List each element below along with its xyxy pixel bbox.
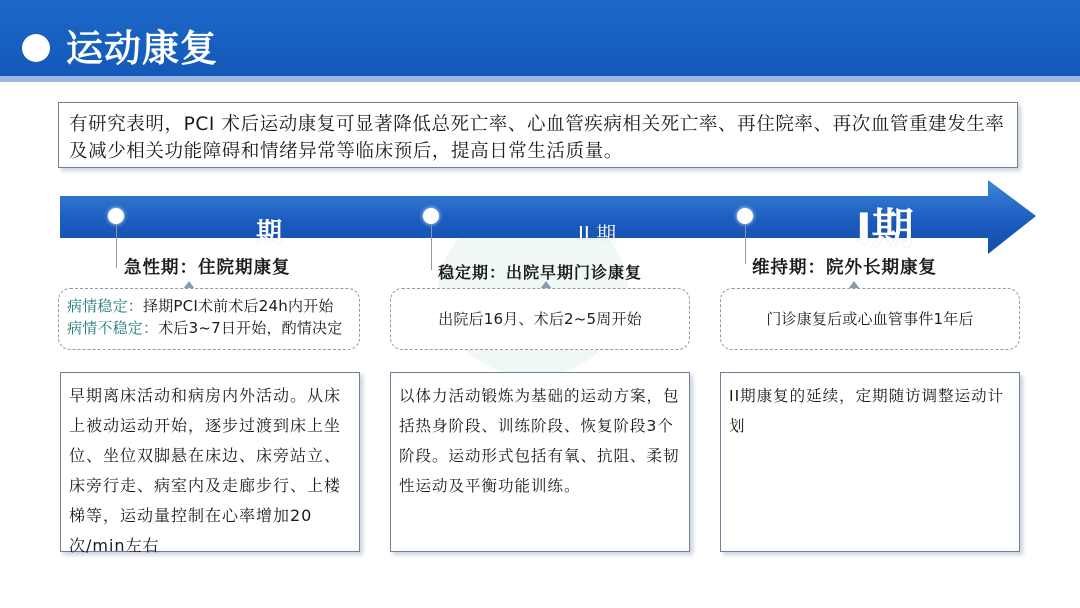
header-bar: [0, 0, 1080, 76]
callout-1-line-1: [67, 295, 351, 317]
phase-2-arrow-label: II 期: [578, 222, 617, 246]
unstable-text: 术后3~7日开始，酌情决定: [158, 319, 343, 337]
phase-3-arrow-label: I期: [856, 204, 914, 253]
phase-3-stem: [745, 224, 746, 264]
phase-1-stem: [116, 224, 117, 268]
intro-box: 有研究表明，PCI 术后运动康复可显著降低总死亡率、心血管疾病相关死亡率、再住院率、再次血管重建发生率及减少相关功能障碍和情绪异常等临床预后，提高日常生活质量。: [58, 102, 1018, 168]
phase-2-title: 稳定期：出院早期门诊康复: [438, 263, 643, 282]
callout-phase-1: [58, 288, 360, 350]
phase-2-dot-icon: [423, 208, 439, 224]
phase-1-dot-icon: [108, 208, 124, 224]
timeline-arrow: [0, 178, 1080, 258]
unstable-label: 病情不稳定：: [67, 319, 159, 337]
callout-phase-2: [390, 288, 690, 350]
phase-3-title: 维持期：院外长期康复: [752, 258, 937, 278]
detail-phase-1: 早期离床活动和病房内外活动。从床上被动运动开始，逐步过渡到床上坐位、坐位双脚悬在床边、床旁站立、床旁行走、病室内及走廊步行、上楼梯等，运动量控制在心率增加20次/min左右: [60, 372, 360, 552]
phase-2-stem: [431, 224, 432, 270]
callout-2-text: 出院后16月、术后2~5周开始: [438, 310, 642, 328]
callout-3-text: 门诊康复后或心血管事件1年后: [766, 310, 974, 328]
phase-3-dot-icon: [737, 208, 753, 224]
callout-phase-3: [720, 288, 1020, 350]
phase-1-arrow-label: 期: [256, 218, 283, 248]
stable-label: 病情稳定：: [67, 297, 144, 315]
stable-text: 择期PCI术前术后24h内开始: [143, 297, 334, 315]
page-title: 运动康复: [66, 27, 218, 70]
header-divider: [0, 76, 1080, 82]
callout-1-line-2: [67, 317, 351, 339]
phase-1-title: 急性期：住院期康复: [124, 258, 291, 278]
bullet-dot-icon: [22, 34, 50, 62]
detail-phase-3: II期康复的延续，定期随访调整运动计 划: [720, 372, 1020, 552]
detail-phase-2: 以体力活动锻炼为基础的运动方案，包括热身阶段、训练阶段、恢复阶段3个阶段。运动形式包括有氧、抗阻、柔韧性运动及平衡功能训练。: [390, 372, 690, 552]
